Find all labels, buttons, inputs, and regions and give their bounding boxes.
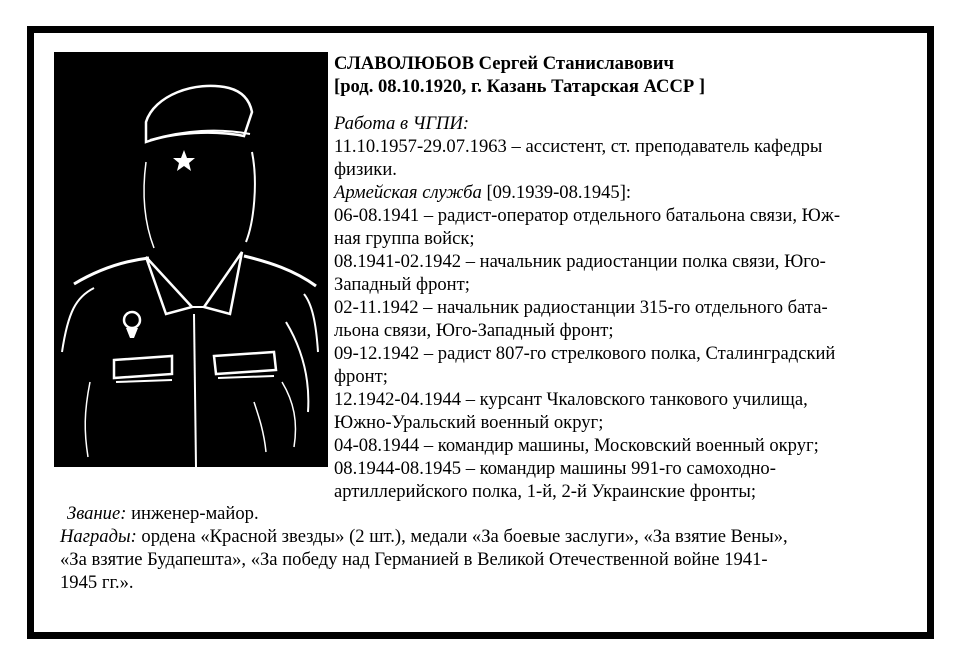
rank-label: Звание: <box>67 503 127 524</box>
army-line: Западный фронт; <box>334 274 470 295</box>
biography-card <box>27 26 934 639</box>
rank-line <box>60 502 920 525</box>
awards-line: 1945 гг.». <box>60 572 134 593</box>
biography-text <box>334 52 924 503</box>
army-line: 02-11.1942 – начальник радиостанции 315-го отдельного бата- <box>334 297 828 318</box>
person-name: СЛАВОЛЮБОВ Сергей Станиславович <box>334 53 674 74</box>
rank-value: инженер-майор. <box>126 503 259 524</box>
army-line: 08.1941-02.1942 – начальник радиостанции полка связи, Юго- <box>334 251 826 272</box>
work-label: Работа в ЧГПИ: <box>334 113 470 134</box>
army-line: ная группа войск; <box>334 228 475 249</box>
soldier-portrait <box>54 52 328 467</box>
awards-line: «За взятие Будапешта», «За победу над Германией в Великой Отечественной войне 1941- <box>60 549 768 570</box>
person-birth: [род. 08.10.1920, г. Казань Татарская АССР ] <box>334 76 706 97</box>
soldier-silhouette-image <box>54 52 328 467</box>
awards-text: ордена «Красной звезды» (2 шт.), медали «За боевые заслуги», «За взятие Вены», <box>136 526 788 547</box>
army-line: 04-08.1944 – командир машины, Московский военный округ; <box>334 435 819 456</box>
awards-label: Награды: <box>60 526 137 547</box>
work-line: физики. <box>334 159 397 180</box>
army-heading <box>334 181 924 204</box>
army-period: [09.1939-08.1945]: <box>481 182 632 203</box>
army-line: артиллерийского полка, 1-й, 2-й Украинские фронты; <box>334 481 757 502</box>
work-heading <box>334 112 924 135</box>
army-line: 12.1942-04.1944 – курсант Чкаловского танкового училища, <box>334 389 808 410</box>
army-line: 09-12.1942 – радист 807-го стрелкового полка, Сталинградский <box>334 343 836 364</box>
army-label: Армейская служба <box>334 182 482 203</box>
work-line: 11.10.1957-29.07.1963 – ассистент, ст. преподаватель кафедры <box>334 136 823 157</box>
army-line: 08.1944-08.1945 – командир машины 991-го самоходно- <box>334 458 776 479</box>
army-line: Южно-Уральский военный округ; <box>334 412 604 433</box>
army-line: 06-08.1941 – радист-оператор отдельного батальона связи, Юж- <box>334 205 841 226</box>
awards-line <box>60 525 920 548</box>
army-line: фронт; <box>334 366 388 387</box>
army-line: льона связи, Юго-Западный фронт; <box>334 320 614 341</box>
biography-footer <box>60 502 920 594</box>
